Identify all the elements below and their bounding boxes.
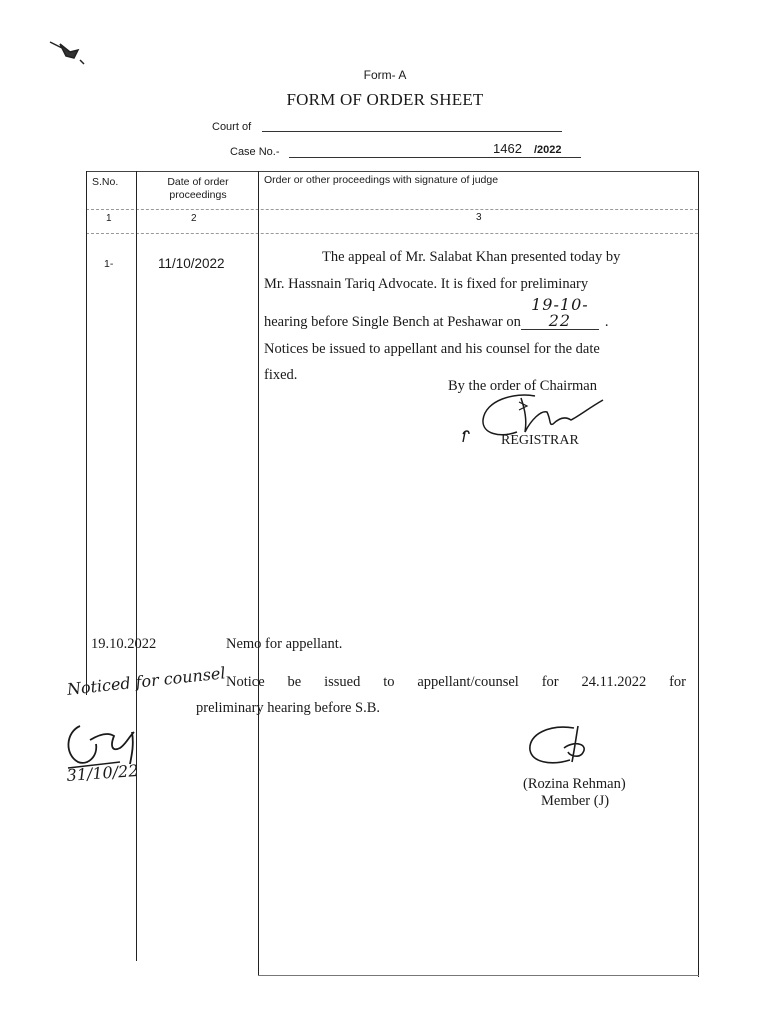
table-top-line	[86, 171, 698, 172]
entry1-line2: Mr. Hassnain Tariq Advocate. It is fixed for preliminary	[264, 275, 589, 292]
entry1-line4: Notices be issued to appellant and his counsel for the date	[264, 340, 600, 357]
case-label: Case No.-	[230, 146, 280, 158]
table-header-line	[86, 209, 698, 210]
member-title: Member (J)	[541, 793, 610, 809]
case-number: 1462	[493, 141, 522, 156]
scan-mark	[48, 38, 88, 68]
case-year: /2022	[534, 144, 562, 156]
entry1-line5: fixed.	[264, 367, 298, 383]
margin-note: Noticed for counsel	[66, 663, 227, 699]
entry2-line1: Nemo for appellant.	[226, 636, 343, 652]
col-header-date-line1: Date of order	[167, 176, 229, 188]
court-label: Court of	[212, 121, 252, 133]
table-number-line	[86, 233, 698, 234]
entry1-line3-suffix: .	[604, 314, 609, 330]
entry1-line3	[264, 297, 694, 336]
entry1-order-text	[264, 244, 694, 389]
col-number-1: 1	[106, 213, 112, 224]
form-label: Form- A	[363, 68, 407, 82]
col-number-2: 2	[191, 213, 197, 224]
court-name-line	[262, 131, 562, 132]
entry1-sno: 1-	[104, 258, 114, 270]
col-header-order: Order or other proceedings with signature of judge	[264, 174, 499, 186]
margin-date: 31/10/22	[66, 760, 140, 785]
col-header-date	[140, 176, 256, 202]
table-bottom-line	[258, 975, 699, 976]
entry2-line2: Notice be issued to appellant/counsel for 24.11.2022 for	[226, 674, 686, 690]
col-number-3: 3	[476, 212, 482, 223]
form-title: FORM OF ORDER SHEET	[286, 90, 484, 109]
member-signature	[520, 720, 610, 775]
entry1-line3-prefix: hearing before Single Bench at Peshawar on	[264, 314, 521, 330]
table-left-border	[86, 171, 87, 695]
case-number-line	[289, 157, 581, 158]
entry1-signatory: REGISTRAR	[501, 433, 579, 448]
col-header-sno: S.No.	[92, 176, 119, 188]
entry2-date: 19.10.2022	[91, 636, 157, 652]
table-divider-date	[136, 171, 137, 961]
entry1-hearing-date: 19-10-22	[521, 297, 599, 330]
col-header-date-line2: proceedings	[169, 189, 227, 201]
table-right-border	[698, 171, 699, 977]
member-name: (Rozina Rehman)	[523, 776, 626, 792]
table-divider-order	[258, 171, 259, 975]
entry1-line1: The appeal of Mr. Salabat Khan presented today by	[322, 249, 621, 265]
entry1-date: 11/10/2022	[158, 256, 225, 271]
entry2-line3: preliminary hearing before S.B.	[196, 700, 381, 716]
entry1-order-by: By the order of Chairman	[448, 378, 597, 394]
